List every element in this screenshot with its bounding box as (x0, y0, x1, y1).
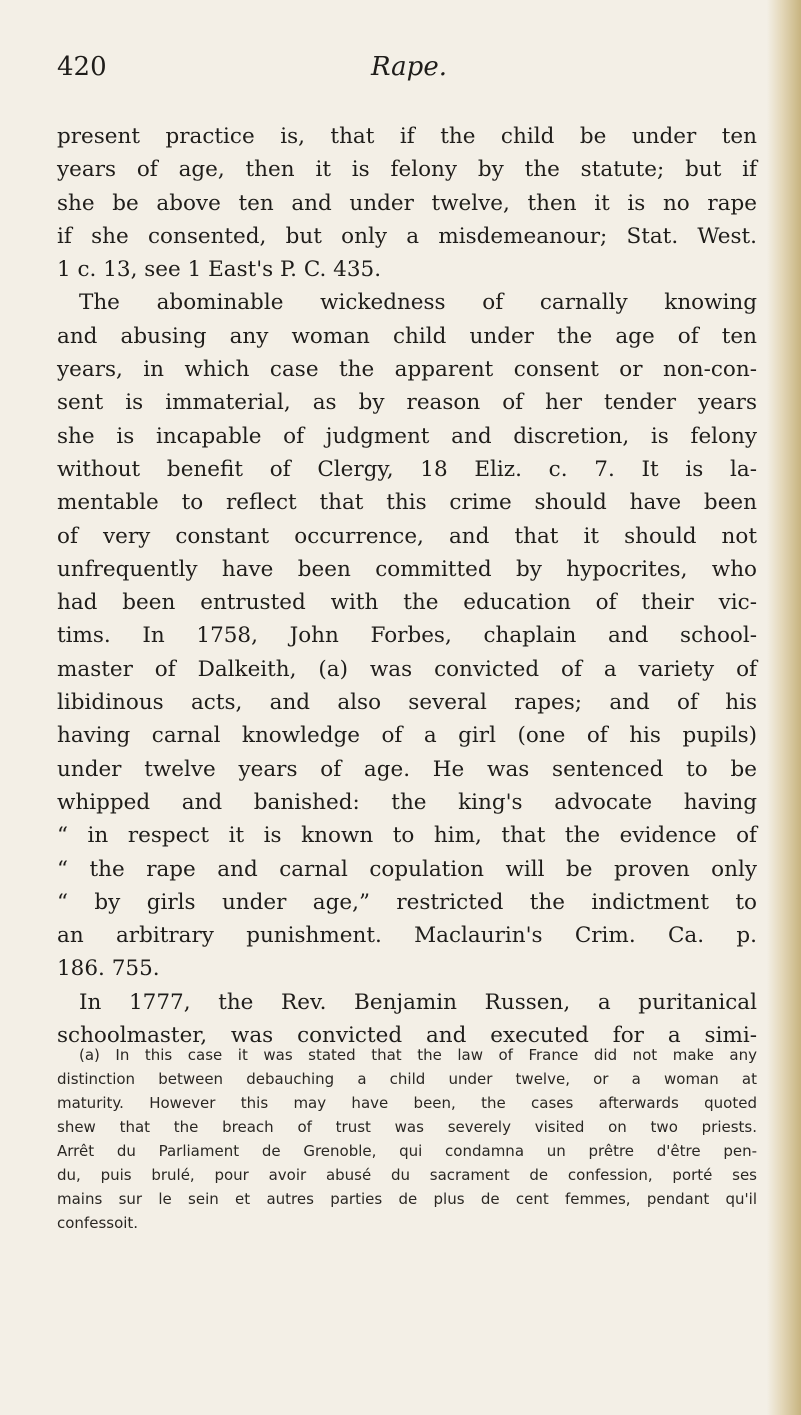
body-line: In 1777, the Rev. Benjamin Russen, a puritanical (79, 989, 757, 1015)
body-line: whipped and banished: the king's advocate having (57, 789, 757, 815)
body-line: schoolmaster, was convicted and executed for a simi- (57, 1023, 757, 1049)
body-line: if she consented, but only a misdemeanour; Stat. West. (57, 223, 757, 249)
paragraph-1 (57, 120, 757, 286)
body-line: years, in which case the apparent consent or non-con- (57, 357, 757, 383)
footnote-line: Arrêt du Parliament de Grenoble, qui condamna un prêtre d'être pen- (57, 1142, 757, 1160)
body-line: she be above ten and under twelve, then it is no rape (57, 190, 757, 216)
body-line: having carnal knowledge of a girl (one of his pupils) (57, 723, 757, 749)
body-line: of very constant occurrence, and that it should not (57, 523, 757, 549)
body-line: libidinous acts, and also several rapes; and of his (57, 690, 757, 716)
footnote-line: du, puis brulé, pour avoir abusé du sacrament de confession, porté ses (57, 1166, 757, 1184)
body-line: had been entrusted with the education of their vic- (57, 590, 757, 616)
main-text (57, 120, 757, 1052)
footnote-line: mains sur le sein et autres parties de plus de cent femmes, pendant qu'il (57, 1190, 757, 1208)
footnote-line: shew that the breach of trust was severely visited on two priests. (57, 1118, 757, 1136)
body-line: 186. 755. (57, 956, 160, 982)
page-number: 420 (57, 52, 107, 82)
body-line: sent is immaterial, as by reason of her tender years (57, 390, 757, 416)
footnote-line: maturity. However this may have been, the cases afterwards quoted (57, 1094, 757, 1112)
page-edge-shading (767, 0, 801, 1415)
body-line: mentable to reflect that this crime should have been (57, 490, 757, 516)
body-line: tims. In 1758, John Forbes, chaplain and school- (57, 623, 757, 649)
body-line: master of Dalkeith, (a) was convicted of a variety of (57, 656, 757, 682)
body-line: “ the rape and carnal copulation will be proven only (57, 856, 757, 882)
body-line: “ in respect it is known to him, that the evidence of (57, 823, 757, 849)
running-title: Rape. (371, 52, 447, 82)
body-line: and abusing any woman child under the age of ten (57, 323, 757, 349)
body-line: without benefit of Clergy, 18 Eliz. c. 7. It is la- (57, 456, 757, 482)
body-line: present practice is, that if the child be under ten (57, 124, 757, 149)
paragraph-2 (57, 286, 757, 985)
body-line: under twelve years of age. He was sentenced to be (57, 756, 757, 782)
body-line: 1 c. 13, see 1 East's P. C. 435. (57, 257, 382, 283)
body-line: The abominable wickedness of carnally knowing (79, 290, 757, 316)
footnote (57, 1043, 757, 1235)
body-line: years of age, then it is felony by the statute; but if (57, 157, 757, 183)
page-header (57, 52, 757, 92)
footnote-line: (a) In this case it was stated that the law of France did not make any (79, 1046, 757, 1064)
body-line: “ by girls under age,” restricted the indictment to (57, 889, 757, 915)
body-line: unfrequently have been committed by hypocrites, who (57, 556, 757, 582)
footnote-line: distinction between debauching a child under twelve, or a woman at (57, 1070, 757, 1088)
body-line: she is incapable of judgment and discretion, is felony (57, 423, 757, 449)
body-line: an arbitrary punishment. Maclaurin's Crim. Ca. p. (57, 923, 757, 949)
footnote-line: confessoit. (57, 1214, 139, 1232)
